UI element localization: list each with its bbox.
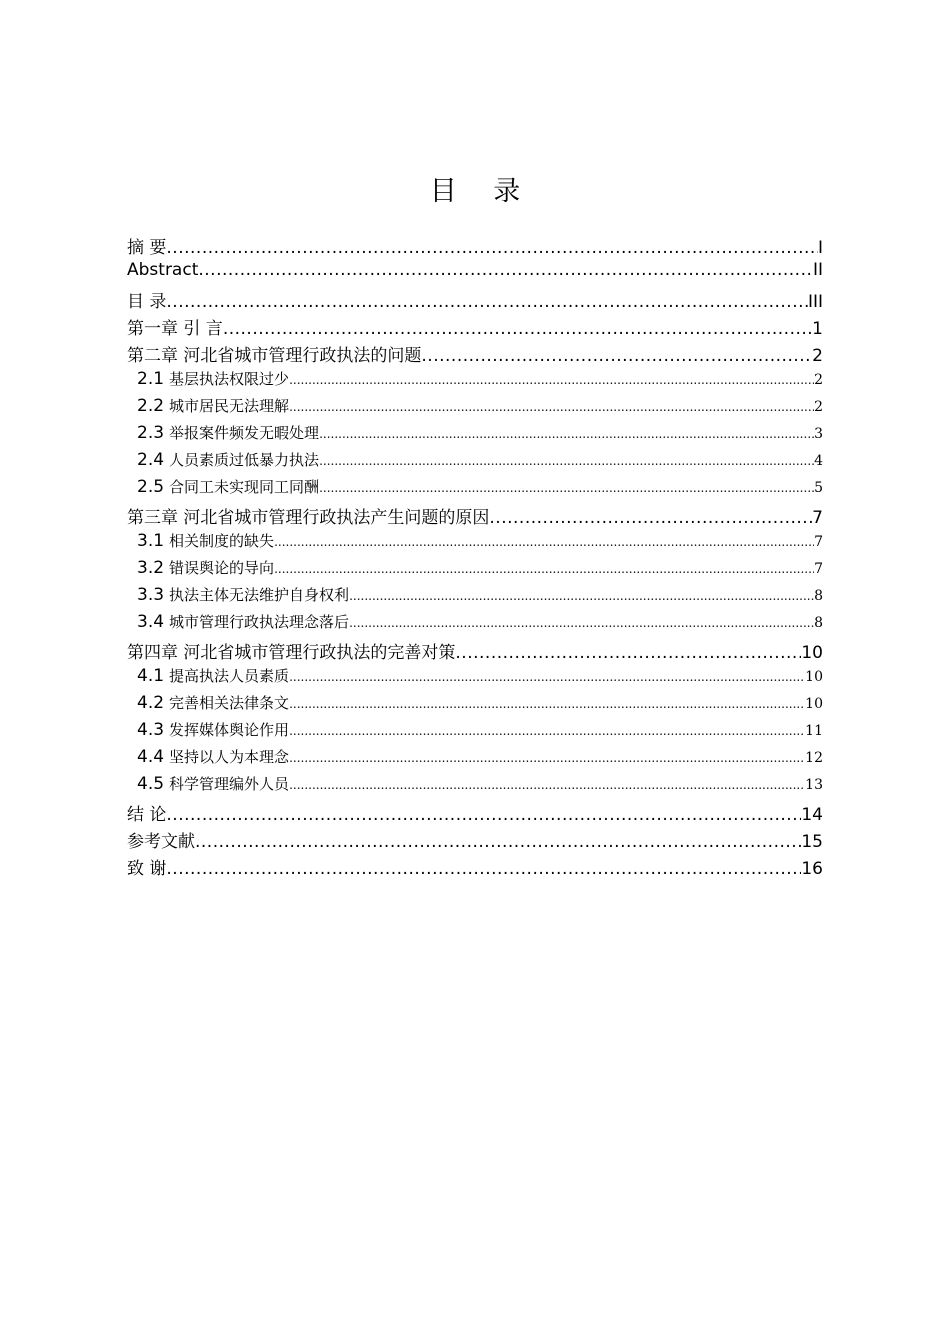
toc-page-number: II (812, 260, 823, 280)
toc-page-number: 5 (814, 480, 823, 496)
leader-dots (489, 508, 812, 528)
leader-dots (166, 859, 801, 879)
section-number: 2.5 (137, 477, 165, 497)
toc-entry-label: 相关制度的缺失 (169, 532, 275, 550)
section-number: 3.4 (137, 612, 165, 632)
toc-entry-section-4-5[interactable] (127, 773, 823, 800)
section-number: 4.2 (137, 693, 165, 713)
leader-dots (166, 805, 801, 825)
toc-page-number: 7 (814, 534, 823, 550)
toc-entry-label: 合同工未实现同工同酬 (169, 478, 320, 496)
toc-entry-section-2-5[interactable] (127, 476, 823, 503)
toc-title: 目 录 (429, 176, 535, 207)
toc-entry-label: 第一章 引 言 (127, 319, 223, 339)
toc-entry-contents[interactable] (127, 287, 823, 314)
toc-entry-chapter-1[interactable] (127, 314, 823, 341)
toc-page-number: III (807, 292, 823, 312)
leader-dots (289, 400, 814, 414)
section-number: 4.1 (137, 666, 165, 686)
toc-entry-section-3-1[interactable] (127, 530, 823, 557)
leader-dots (349, 616, 814, 630)
leader-dots (319, 427, 814, 441)
toc-page-number: 2 (812, 346, 823, 366)
toc-entry-section-2-3[interactable] (127, 422, 823, 449)
toc-entry-chapter-3[interactable] (127, 503, 823, 530)
toc-page-number: 10 (805, 696, 823, 712)
toc-entry-label: 目 录 (127, 292, 167, 312)
section-number: 4.5 (137, 774, 165, 794)
toc-entry-label: 提高执法人员素质 (169, 667, 290, 685)
leader-dots (455, 643, 801, 663)
section-number: 2.1 (137, 369, 165, 389)
leader-dots (166, 292, 808, 312)
toc-entry-section-3-2[interactable] (127, 557, 823, 584)
leader-dots (195, 832, 801, 852)
toc-entry-label: Abstract (127, 260, 199, 280)
toc-entry-label: 结 论 (127, 805, 167, 825)
toc-entry-abstract-cn[interactable] (127, 233, 823, 260)
leader-dots (319, 454, 814, 468)
leader-dots (274, 535, 814, 549)
toc-entry-label: 摘 要 (127, 238, 167, 258)
toc-page-number: 8 (814, 588, 823, 604)
toc-entry-label: 城市管理行政执法理念落后 (169, 613, 350, 631)
leader-dots (289, 724, 805, 738)
leader-dots (349, 589, 814, 603)
toc-page-number: 7 (814, 561, 823, 577)
toc-entry-section-4-1[interactable] (127, 665, 823, 692)
section-number: 2.2 (137, 396, 165, 416)
toc-entry-label: 第四章 河北省城市管理行政执法的完善对策 (127, 643, 456, 663)
toc-page-number: 11 (805, 723, 823, 739)
toc-page-number: 3 (814, 426, 823, 442)
toc-entry-acknowledgements[interactable] (127, 854, 823, 881)
toc-page-number: 2 (814, 372, 823, 388)
toc-entry-section-2-2[interactable] (127, 395, 823, 422)
toc-entry-label: 致 谢 (127, 859, 167, 879)
leader-dots (421, 346, 812, 366)
toc-entry-abstract-en[interactable] (127, 260, 823, 287)
toc-page-number: 7 (812, 508, 823, 528)
toc-entry-label: 人员素质过低暴力执法 (169, 451, 320, 469)
section-number: 2.4 (137, 450, 165, 470)
toc-entry-section-2-1[interactable] (127, 368, 823, 395)
toc-entry-chapter-4[interactable] (127, 638, 823, 665)
leader-dots (223, 319, 812, 339)
toc-page-number: 4 (814, 453, 823, 469)
toc-entry-label: 完善相关法律条文 (169, 694, 290, 712)
toc-entry-label: 参考文献 (127, 832, 195, 852)
leader-dots (274, 562, 814, 576)
toc-page-number: 10 (805, 669, 823, 685)
leader-dots (289, 373, 814, 387)
leader-dots (289, 751, 805, 765)
section-number: 4.3 (137, 720, 165, 740)
leader-dots (166, 238, 818, 258)
toc-page-number: I (817, 238, 823, 258)
toc-entry-label: 错误舆论的导向 (169, 559, 275, 577)
toc-page-number: 16 (801, 859, 823, 879)
toc-entry-chapter-2[interactable] (127, 341, 823, 368)
toc-page-number: 10 (801, 643, 823, 663)
toc-page-number: 8 (814, 615, 823, 631)
toc-entry-label: 坚持以人为本理念 (169, 748, 290, 766)
toc-entry-label: 发挥媒体舆论作用 (169, 721, 290, 739)
toc-entry-label: 第三章 河北省城市管理行政执法产生问题的原因 (127, 508, 490, 528)
toc-page-number: 1 (812, 319, 823, 339)
toc-entry-label: 执法主体无法维护自身权利 (169, 586, 350, 604)
toc-entry-references[interactable] (127, 827, 823, 854)
toc-entry-section-3-3[interactable] (127, 584, 823, 611)
leader-dots (319, 481, 814, 495)
toc-page-number: 13 (805, 777, 823, 793)
toc-entry-label: 举报案件频发无暇处理 (169, 424, 320, 442)
table-of-contents (127, 233, 823, 881)
toc-entry-conclusion[interactable] (127, 800, 823, 827)
toc-entry-section-4-4[interactable] (127, 746, 823, 773)
toc-entry-section-4-3[interactable] (127, 719, 823, 746)
section-number: 2.3 (137, 423, 165, 443)
toc-page-number: 12 (805, 750, 823, 766)
toc-entry-label: 第二章 河北省城市管理行政执法的问题 (127, 346, 422, 366)
leader-dots (289, 670, 805, 684)
section-number: 4.4 (137, 747, 165, 767)
toc-entry-section-2-4[interactable] (127, 449, 823, 476)
section-number: 3.2 (137, 558, 165, 578)
toc-page-number: 2 (814, 399, 823, 415)
toc-entry-label: 城市居民无法理解 (169, 397, 290, 415)
section-number: 3.1 (137, 531, 165, 551)
toc-entry-label: 基层执法权限过少 (169, 370, 290, 388)
leader-dots (289, 697, 805, 711)
leader-dots (289, 778, 805, 792)
toc-entry-section-4-2[interactable] (127, 692, 823, 719)
toc-entry-label: 科学管理编外人员 (169, 775, 290, 793)
section-number: 3.3 (137, 585, 165, 605)
toc-page-number: 14 (801, 805, 823, 825)
toc-entry-section-3-4[interactable] (127, 611, 823, 638)
toc-page-number: 15 (801, 832, 823, 852)
leader-dots (198, 260, 813, 280)
